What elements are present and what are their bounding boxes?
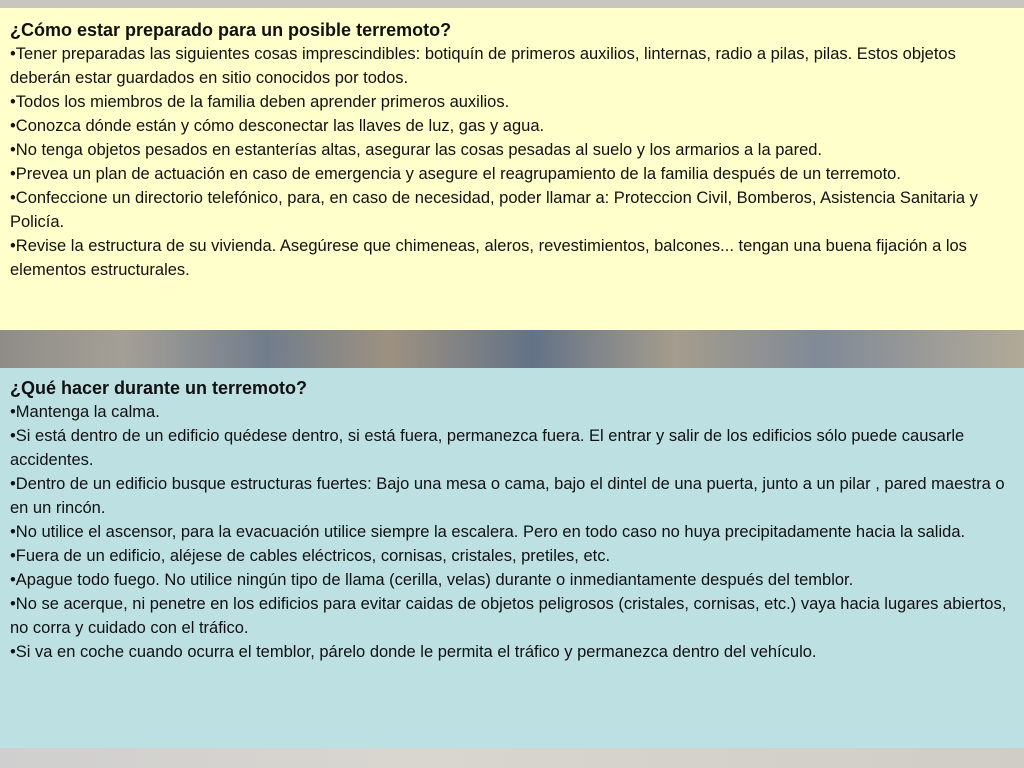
list-item: • Mantenga la calma. [10, 400, 1014, 424]
background-photo-band [0, 330, 1024, 370]
preparation-list [10, 42, 1014, 282]
list-item: • No tenga objetos pesados en estanterías altas, asegurar las cosas pesadas al suelo y los armarios a la pared. [10, 138, 1014, 162]
during-list [10, 400, 1014, 664]
list-item: • Revise la estructura de su vivienda. Asegúrese que chimeneas, aleros, revestimientos, balcones... tengan una buena fijación a los elementos estructurales. [10, 234, 1014, 282]
background-bottom-strip [0, 748, 1024, 768]
during-textbox [0, 368, 1024, 748]
list-item: • Fuera de un edificio, aléjese de cables eléctricos, cornisas, cristales, pretiles, etc. [10, 544, 1014, 568]
list-item: • No utilice el ascensor, para la evacuación utilice siempre la escalera. Pero en todo caso no huya precipitadamente hacia la salida. [10, 520, 1014, 544]
preparation-title: ¿Cómo estar preparado para un posible terremoto? [10, 20, 452, 40]
list-item: • Dentro de un edificio busque estructuras fuertes: Bajo una mesa o cama, bajo el dintel de una puerta, junto a un pilar , pared maestra o en un rincón. [10, 472, 1014, 520]
list-item: • Confeccione un directorio telefónico, para, en caso de necesidad, poder llamar a: Proteccion Civil, Bomberos, Asistencia Sanitaria y Policía. [10, 186, 1014, 234]
list-item: • No se acerque, ni penetre en los edificios para evitar caidas de objetos peligrosos (cristales, cornisas, etc.) vaya hacia lugares abiertos, no corra y cuidado con el tráfico. [10, 592, 1014, 640]
list-item: • Todos los miembros de la familia deben aprender primeros auxilios. [10, 90, 1014, 114]
list-item: • Conozca dónde están y cómo desconectar las llaves de luz, gas y agua. [10, 114, 1014, 138]
list-item: • Si va en coche cuando ocurra el temblor, párelo donde le permita el tráfico y permanezca dentro del vehículo. [10, 640, 1014, 664]
list-item: • Si está dentro de un edificio quédese dentro, si está fuera, permanezca fuera. El entrar y salir de los edificios sólo puede causarle accidentes. [10, 424, 1014, 472]
list-item: • Prevea un plan de actuación en caso de emergencia y asegure el reagrupamiento de la familia después de un terremoto. [10, 162, 1014, 186]
preparation-textbox [0, 8, 1024, 330]
list-item: • Apague todo fuego. No utilice ningún tipo de llama (cerilla, velas) durante o inmediantamente después del temblor. [10, 568, 1014, 592]
list-item: • Tener preparadas las siguientes cosas imprescindibles: botiquín de primeros auxilios, linternas, radio a pilas, pilas. Estos objetos deberán estar guardados en sitio conocidos por todos. [10, 42, 1014, 90]
during-title: ¿Qué hacer durante un terremoto? [10, 378, 308, 398]
